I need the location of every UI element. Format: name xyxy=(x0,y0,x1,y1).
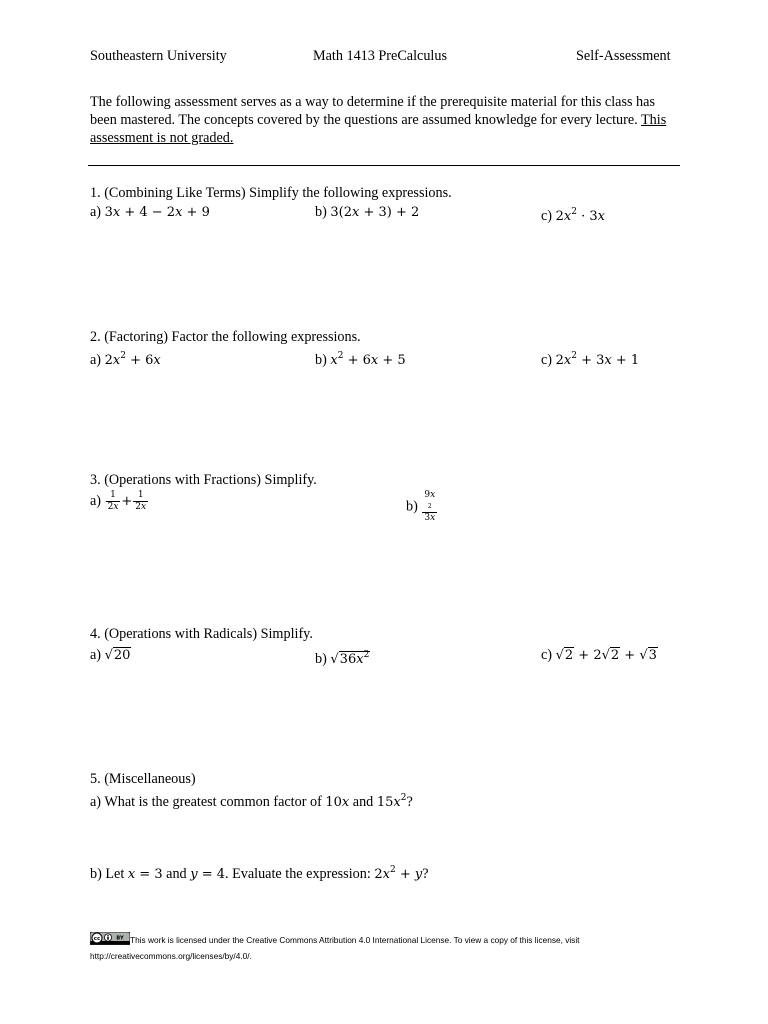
question-3b xyxy=(406,490,438,524)
part-label: c) xyxy=(541,647,553,663)
fraction: 9x 2 3x xyxy=(424,490,436,523)
part-label: b) xyxy=(315,204,327,220)
question-5-heading: 5. (Miscellaneous) xyxy=(90,771,196,787)
question-1b xyxy=(315,203,419,222)
math-expression: 3(2x + 3) + 2 xyxy=(330,205,420,220)
part-label: a) xyxy=(90,794,102,810)
radical: √20 xyxy=(104,648,131,663)
question-1-heading: 1. (Combining Like Terms) Simplify the following expressions. xyxy=(90,185,452,201)
question-1a xyxy=(90,203,210,222)
question-4a xyxy=(90,646,131,665)
license-url[interactable]: http://creativecommons.org/licenses/by/4.0/. xyxy=(90,951,252,961)
radical: $√36x^2$ xyxy=(330,650,370,667)
question-1c xyxy=(541,203,605,226)
part-label: c) xyxy=(541,208,553,224)
question-text: Let x = 3 and y = 4. Evaluate the expression: $2x^2 + y$? xyxy=(105,865,429,882)
intro-not-graded: This assessment is not graded. xyxy=(90,112,667,146)
part-label: a) xyxy=(90,492,102,509)
header-doc-type: Self-Assessment xyxy=(576,48,671,64)
math-expression: $x^2 + 6x + 5$ xyxy=(330,351,406,368)
license-footer xyxy=(90,932,650,964)
question-5b xyxy=(90,861,429,884)
fraction: $\frac{1}{2x}$ xyxy=(135,490,147,512)
question-2-heading: 2. (Factoring) Factor the following expressions. xyxy=(90,329,361,345)
question-2c xyxy=(541,347,639,370)
question-text: What is the greatest common factor of 10x and $15x^2$? xyxy=(104,793,413,810)
question-4-heading: 4. (Operations with Radicals) Simplify. xyxy=(90,626,313,642)
question-3-heading: 3. (Operations with Fractions) Simplify. xyxy=(90,472,317,488)
part-label: b) xyxy=(90,866,102,882)
cc-badge-by: BY xyxy=(116,935,124,942)
header-course: Math 1413 PreCalculus xyxy=(313,48,447,64)
question-2a xyxy=(90,347,161,370)
fraction: $\frac{1}{2x}$ xyxy=(107,490,119,512)
part-label: b) xyxy=(315,352,327,368)
math-expression: √2 + 2√2 + √3 xyxy=(555,648,657,663)
part-label: c) xyxy=(541,352,553,368)
math-expression: $2x^2 + 3x + 1$ xyxy=(555,351,640,368)
math-expression: $2x^2 \cdot 3x$ xyxy=(555,207,605,224)
math-expression: $2x^2 + 6x$ xyxy=(104,351,161,368)
cc-badge-text: cc xyxy=(93,936,101,942)
part-label: a) xyxy=(90,647,102,663)
part-label: a) xyxy=(90,204,102,220)
math-expression: 3x + 4 − 2x + 9 xyxy=(104,205,210,220)
license-text: This work is licensed under the Creative Commons Attribution 4.0 International License. To view a copy of this license, visit xyxy=(130,935,580,945)
intro-paragraph xyxy=(90,93,682,147)
part-label: b) xyxy=(406,498,418,515)
question-4c xyxy=(541,646,658,665)
question-2b xyxy=(315,347,406,370)
header-university: Southeastern University xyxy=(90,48,227,64)
divider xyxy=(88,165,680,166)
question-3a: a) $\frac{1}{2x}$ + $\frac{1}{2x}$ xyxy=(90,490,147,512)
intro-text: The following assessment serves as a way to determine if the prerequisite material for this class has been mastered. The concepts covered by the questions are assumed knowledge for every lecture. xyxy=(90,94,655,128)
part-label: a) xyxy=(90,352,102,368)
question-4b xyxy=(315,646,370,669)
part-label: b) xyxy=(315,651,327,667)
question-5a xyxy=(90,789,413,812)
